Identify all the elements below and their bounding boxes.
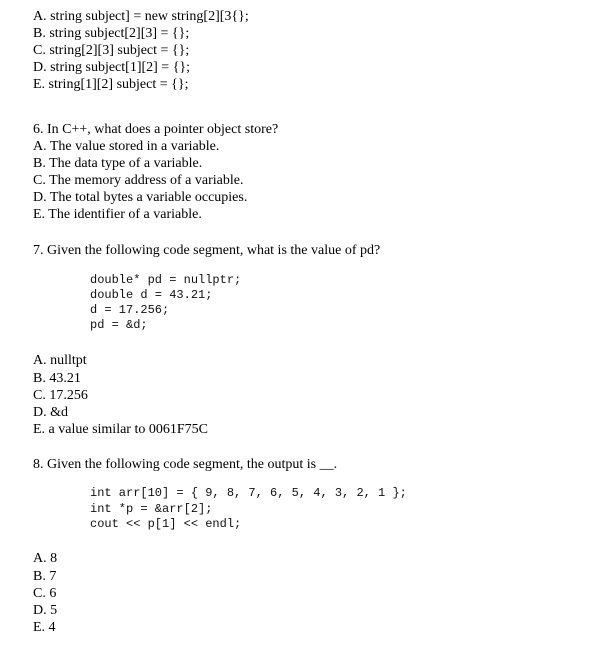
q8-option-e: E. 4 — [33, 620, 56, 635]
q5-option-d: D. string subject[1][2] = {}; — [33, 60, 191, 75]
q6-option-a: A. The value stored in a variable. — [33, 139, 220, 154]
q8-code-line-1: int arr[10] = { 9, 8, 7, 6, 5, 4, 3, 2, 1 }; — [90, 486, 407, 500]
q7-question: 7. Given the following code segment, what is the value of pd? — [33, 243, 381, 258]
q7-code-line-3: d = 17.256; — [90, 303, 170, 317]
q5-option-c: C. string[2][3] subject = {}; — [33, 43, 190, 58]
q6-question: 6. In C++, what does a pointer object store? — [33, 122, 279, 137]
q7-code-line-4: pd = &d; — [90, 318, 148, 332]
q6-option-e: E. The identifier of a variable. — [33, 207, 202, 222]
q8-code-line-2: int *p = &arr[2]; — [90, 502, 213, 516]
q8-question: 8. Given the following code segment, the output is __. — [33, 457, 338, 472]
q5-option-b: B. string subject[2][3] = {}; — [33, 26, 190, 41]
q8-option-b: B. 7 — [33, 569, 57, 584]
q7-option-b: B. 43.21 — [33, 371, 81, 386]
q7-option-a: A. nulltpt — [33, 353, 87, 368]
q8-code-line-3: cout << p[1] << endl; — [90, 517, 242, 531]
q7-option-d: D. &d — [33, 405, 68, 420]
q5-option-a: A. string subject] = new string[2][3{}; — [33, 9, 249, 24]
q7-code-line-2: double d = 43.21; — [90, 288, 213, 302]
q6-option-d: D. The total bytes a variable occupies. — [33, 190, 248, 205]
q8-option-d: D. 5 — [33, 603, 58, 618]
q7-code-line-1: double* pd = nullptr; — [90, 273, 242, 287]
q6-option-b: B. The data type of a variable. — [33, 156, 203, 171]
q7-option-e: E. a value similar to 0061F75C — [33, 422, 208, 437]
q8-option-c: C. 6 — [33, 586, 57, 601]
q8-option-a: A. 8 — [33, 551, 58, 566]
q5-option-e: E. string[1][2] subject = {}; — [33, 77, 189, 92]
q7-option-c: C. 17.256 — [33, 388, 88, 403]
q6-option-c: C. The memory address of a variable. — [33, 173, 244, 188]
